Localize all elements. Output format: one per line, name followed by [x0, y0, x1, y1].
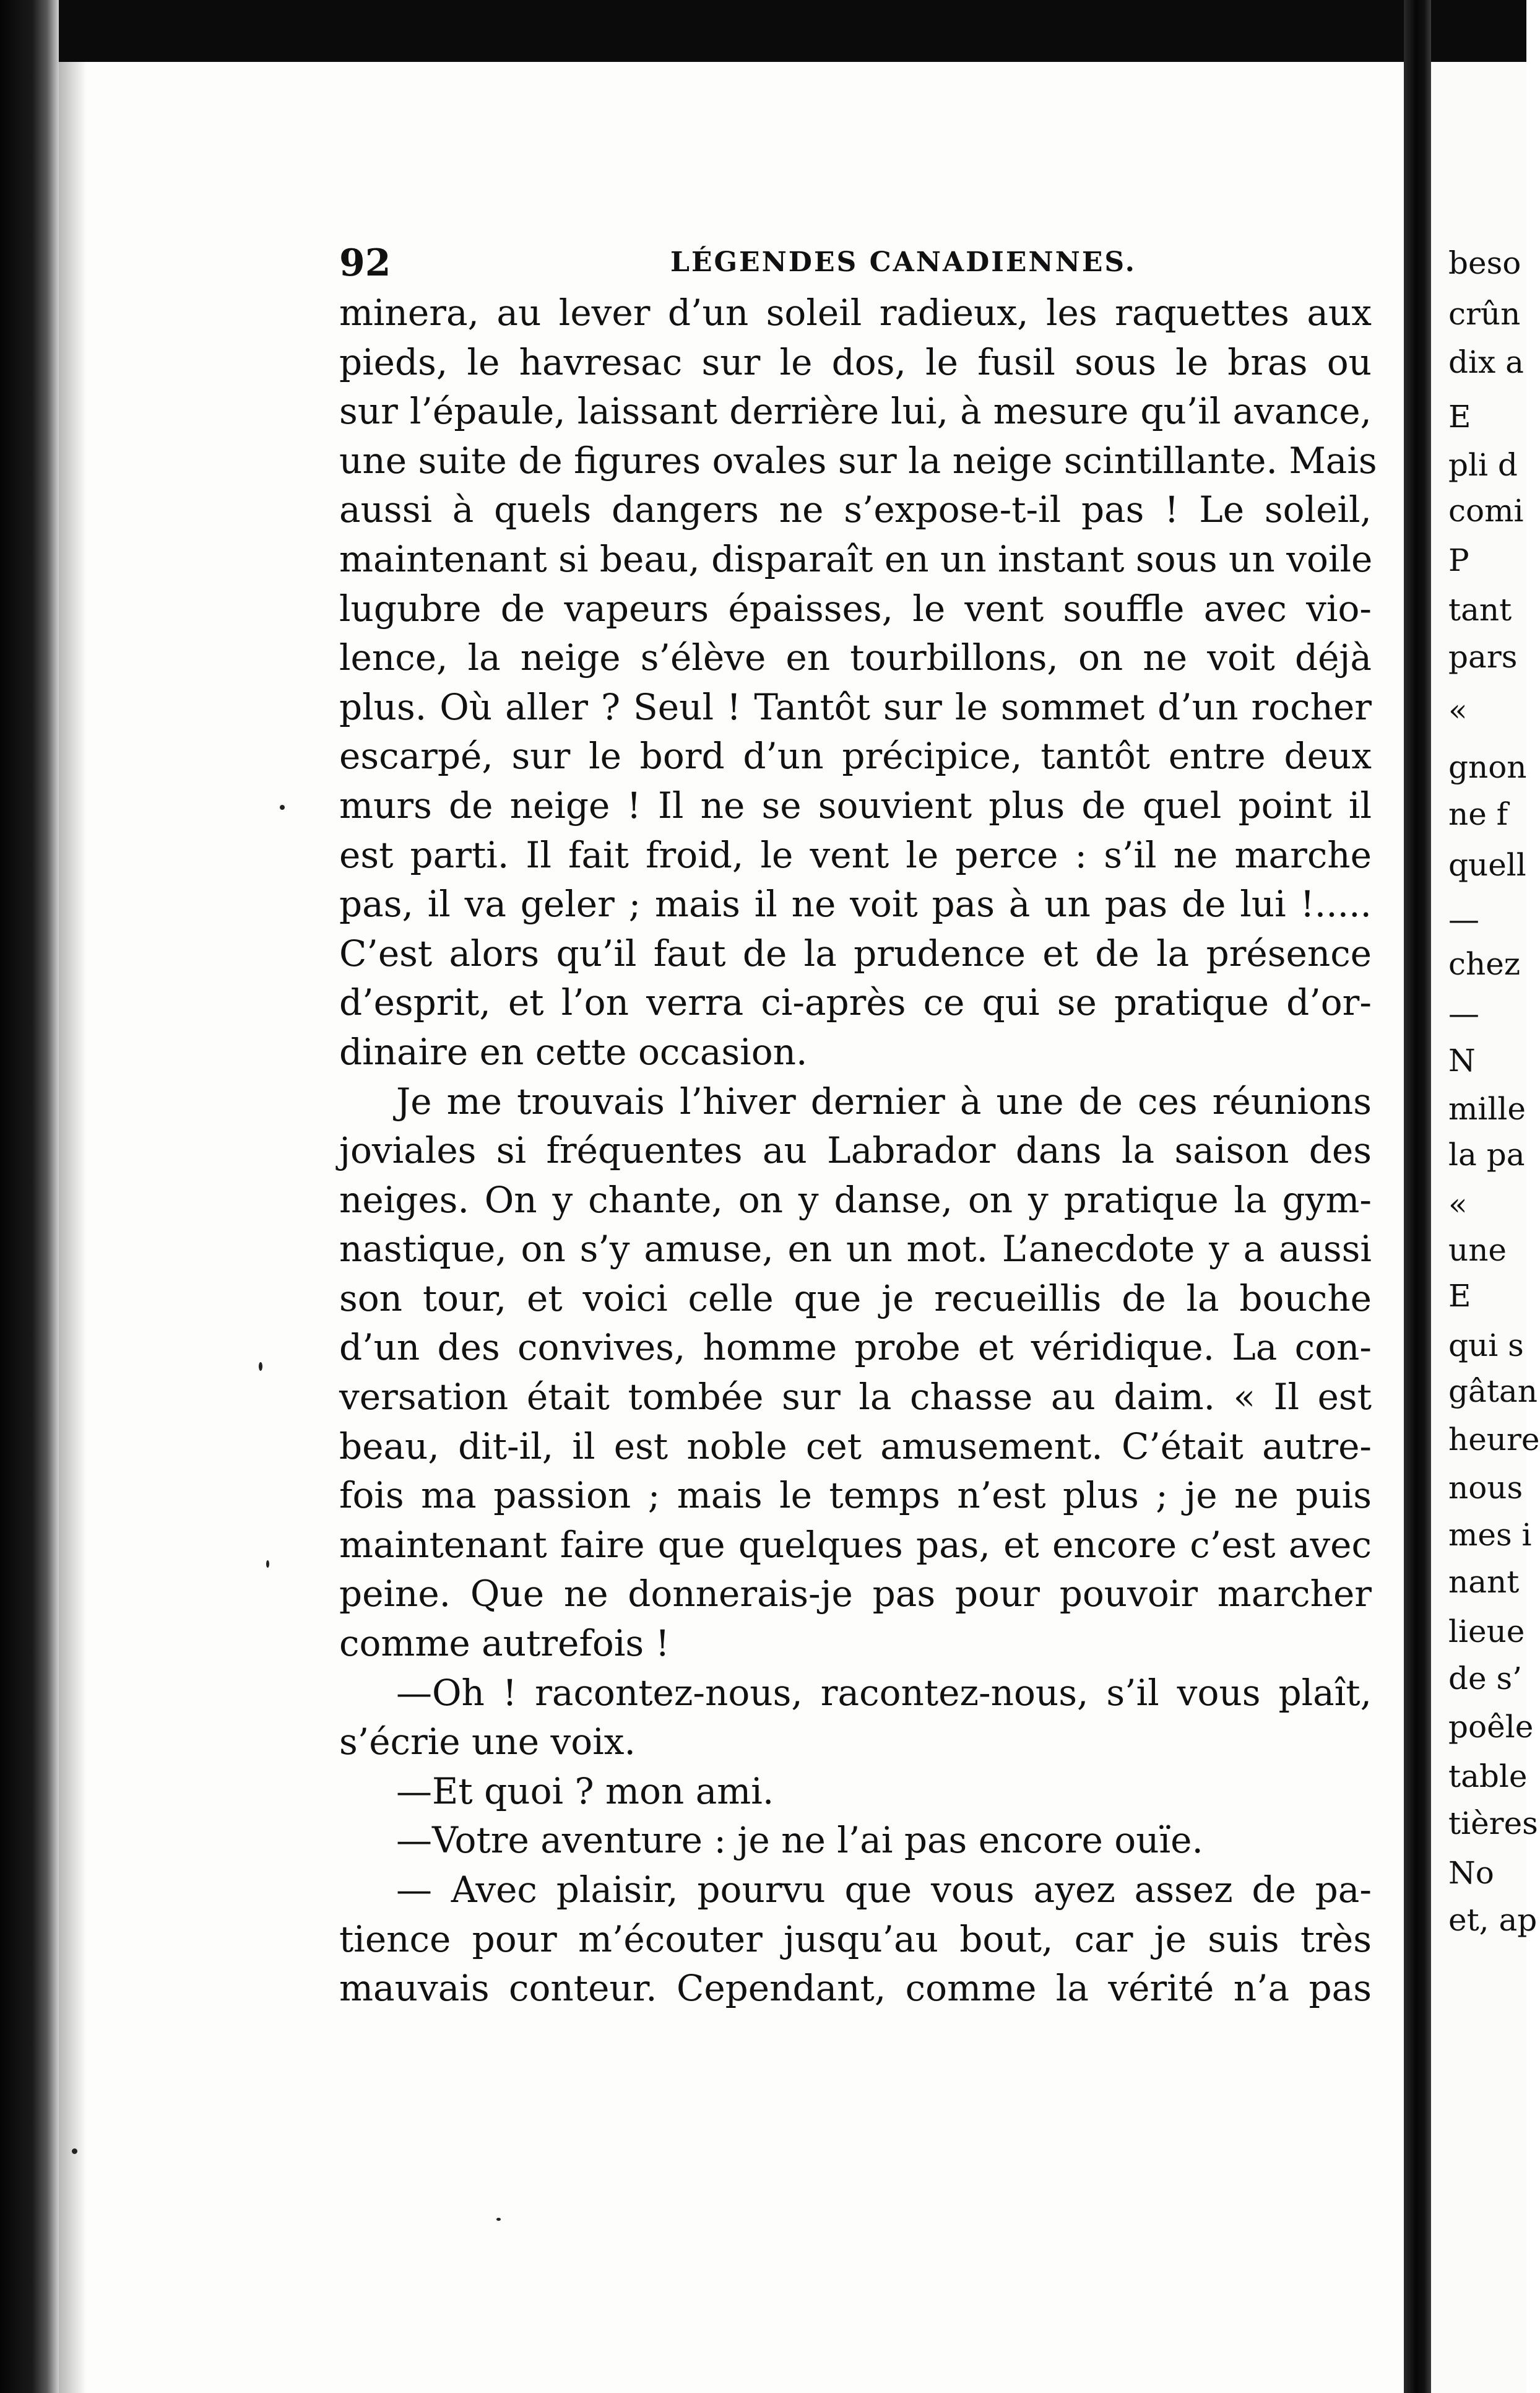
adjacent-page-text: qui s [1448, 1327, 1524, 1363]
text-line: Je me trouvais l’hiver dernier à une de ces réunions [396, 1080, 1372, 1123]
adjacent-page-text: heure [1448, 1422, 1540, 1457]
adjacent-page-text: P [1448, 542, 1469, 578]
adjacent-page-text: gâtan [1448, 1373, 1538, 1409]
adjacent-page-text: nant [1448, 1564, 1520, 1600]
text-line: joviales si fréquentes au Labrador dans la saison des [339, 1129, 1372, 1172]
adjacent-page-text: beso [1448, 245, 1521, 281]
page-edge-shadow [59, 62, 87, 2393]
text-line: dinaire en cette occasion. [339, 1030, 808, 1073]
page-number: 92 [339, 241, 391, 285]
text-line: pas, il va geler ; mais il ne voit pas à un pas de lui !..... [339, 883, 1372, 926]
text-line: nastique, on s’y amuse, en un mot. L’anecdote y a aussi [339, 1228, 1372, 1270]
text-line: beau, dit-il, il est noble cet amusement. C’était autre- [339, 1425, 1372, 1467]
adjacent-page-text: E [1448, 1278, 1471, 1314]
adjacent-page-text: — [1448, 901, 1479, 937]
text-line: d’esprit, et l’on verra ci-après ce qui se pratique d’or- [339, 981, 1372, 1024]
text-line: C’est alors qu’il faut de la prudence et de la présence [339, 932, 1372, 975]
scan-border-left [0, 0, 59, 2393]
scan-border-top-right [1431, 0, 1526, 62]
text-line: —Oh ! racontez-nous, racontez-nous, s’il vous plaît, [396, 1671, 1372, 1714]
text-line: —Votre aventure : je ne l’ai pas encore ouïe. [396, 1819, 1203, 1862]
scan-speck [280, 805, 285, 810]
text-line: lence, la neige s’élève en tourbillons, on ne voit déjà [339, 636, 1372, 679]
page-header [339, 241, 1367, 285]
adjacent-page-text: « [1448, 692, 1468, 728]
scan-speck [72, 2148, 77, 2154]
adjacent-page-fragment [1431, 62, 1540, 2393]
adjacent-page-text: et, ap [1448, 1902, 1538, 1938]
adjacent-page-text: « [1448, 1186, 1468, 1222]
body-text [339, 289, 1377, 2013]
text-line: tience pour m’écouter jusqu’au bout, car je suis très [339, 1917, 1372, 1960]
adjacent-page-text: comi [1448, 493, 1524, 529]
text-line: murs de neige ! Il ne se souvient plus de quel point il [339, 784, 1372, 827]
adjacent-page-text: No [1448, 1855, 1494, 1891]
adjacent-page-text: pli d [1448, 447, 1518, 483]
text-line: minera, au lever d’un soleil radieux, les raquettes aux [339, 292, 1372, 334]
text-line: escarpé, sur le bord d’un précipice, tantôt entre deux [339, 735, 1372, 778]
text-line: pieds, le havresac sur le dos, le fusil sous le bras ou [339, 341, 1372, 383]
text-line: aussi à quels dangers ne s’expose-t-il pas ! Le soleil, [339, 489, 1372, 531]
text-line: versation était tombée sur la chasse au daim. « Il est [339, 1376, 1372, 1418]
text-line: sur l’épaule, laissant derrière lui, à mesure qu’il avance, [339, 390, 1372, 433]
scan-speck [266, 1560, 269, 1568]
adjacent-page-text: nous [1448, 1470, 1523, 1506]
adjacent-page-text: mille [1448, 1091, 1526, 1127]
text-line: comme autrefois ! [339, 1622, 670, 1665]
adjacent-page-text: — [1448, 996, 1479, 1031]
text-line: est parti. Il fait froid, le vent le perce : s’il ne marche [339, 833, 1372, 876]
text-line: d’un des convives, homme probe et véridique. La con- [339, 1326, 1372, 1369]
adjacent-page-text: de s’ [1448, 1661, 1523, 1696]
adjacent-page-text: N [1448, 1043, 1476, 1079]
book-gutter [1404, 0, 1431, 2393]
text-line: —Et quoi ? mon ami. [396, 1770, 774, 1812]
text-line: son tour, et voici celle que je recueillis de la bouche [339, 1277, 1372, 1319]
adjacent-page-text: tant [1448, 592, 1512, 628]
adjacent-page-text: une [1448, 1232, 1507, 1268]
adjacent-page-text: crûn [1448, 296, 1521, 332]
text-line: une suite de figures ovales sur la neige scintillante. Mais [339, 439, 1377, 482]
text-line: plus. Où aller ? Seul ! Tantôt sur le sommet d’un rocher [339, 685, 1372, 728]
adjacent-page-text: poêle [1448, 1709, 1534, 1745]
text-line: s’écrie une voix. [339, 1721, 636, 1763]
text-line: lugubre de vapeurs épaisses, le vent souffle avec vio- [339, 587, 1372, 630]
text-line: maintenant faire que quelques pas, et encore c’est avec [339, 1523, 1372, 1566]
adjacent-page-text: gnon [1448, 749, 1527, 785]
adjacent-page-text: dix a [1448, 344, 1524, 380]
adjacent-page-text: quell [1448, 847, 1526, 883]
adjacent-page-text: lieue [1448, 1613, 1525, 1649]
adjacent-page-text: mes i [1448, 1517, 1532, 1553]
text-line: peine. Que ne donnerais-je pas pour pouvoir marcher [339, 1573, 1372, 1615]
adjacent-page-text: ne f [1448, 796, 1508, 832]
adjacent-page-text: E [1448, 399, 1471, 435]
adjacent-page-text: chez [1448, 946, 1521, 982]
running-head: LÉGENDES CANADIENNES. [670, 246, 1136, 278]
text-line: maintenant si beau, disparaît en un instant sous un voile [339, 537, 1373, 580]
scan-border-top [0, 0, 1526, 62]
adjacent-page-text: pars [1448, 639, 1518, 675]
text-line: neiges. On y chante, on y danse, on y pratique la gym- [339, 1178, 1372, 1221]
text-line: — Avec plaisir, pourvu que vous ayez assez de pa- [396, 1869, 1372, 1911]
adjacent-page-text: la pa [1448, 1137, 1525, 1173]
adjacent-page-text: tières [1448, 1805, 1538, 1841]
text-line: fois ma passion ; mais le temps n’est plus ; je ne puis [339, 1474, 1372, 1517]
adjacent-page-text: table [1448, 1758, 1528, 1794]
scan-speck [259, 1362, 262, 1371]
text-line: mauvais conteur. Cependant, comme la vérité n’a pas [339, 1967, 1372, 2010]
scan-speck [496, 2218, 501, 2221]
